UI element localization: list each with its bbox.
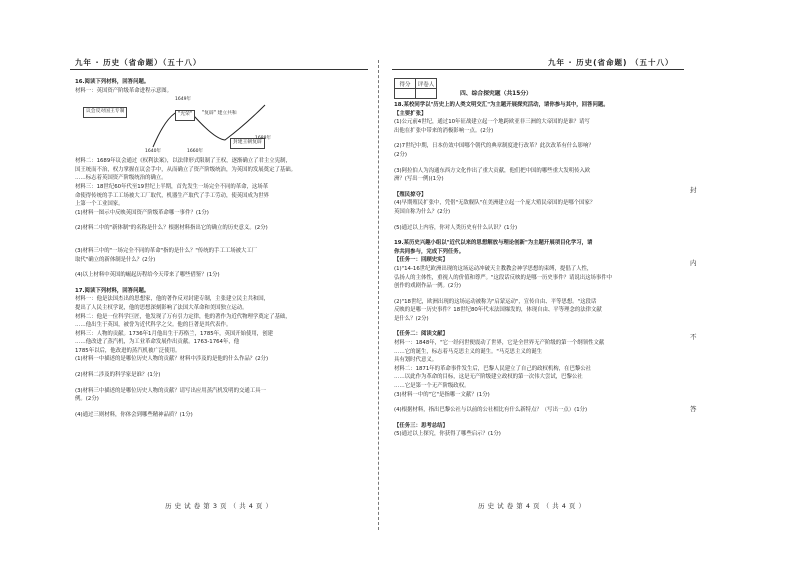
q16-sub-3b: 取代"确立的新体制是什么？(2分) [75, 256, 156, 263]
q17-material-2: 材料二：他是一位科学巨匠，他发现了万有引力定律，他的著作为近代物理学奠定了基础， [75, 313, 291, 320]
q18-sub-5: (5)通过以上内容，你对人类历史有什么认识？(1分) [394, 224, 518, 231]
q19-material-2b: ……以此作为革命的目标，这是无产阶级建立政权的第一次伟大尝试，巴黎公社 [394, 374, 583, 381]
q17-sub-4: (4)通过三则材料，你体会到哪些精神品质？(1分) [75, 411, 193, 418]
revolution-diagram [75, 95, 367, 157]
q17-material-1b: 提出了人民主权学说，他的思想深刻影响了法国大革命和美国独立运动。 [75, 304, 248, 311]
q17-material-2b: ……他出生于英国，被誉为近代科学之父。他的巨著是其代表作。 [75, 322, 232, 329]
q16-material-2: 材料二：1689年议会通过《权利法案》，以法律形式限制了王权，逐渐确立了君主立宪制， [75, 158, 291, 165]
q16-sub-1: (1)材料一图示中反映英国资产阶级革命哪一事件？(1分) [75, 209, 209, 216]
diagram-year-0: 1640年 [145, 149, 161, 155]
q16-material-2c: ……标志着英国资产阶级统治的确立。 [75, 175, 167, 182]
q16-material-3c: 上第一个工业国家。 [75, 201, 124, 208]
q18-sub-1b: 出他在扩张中带来的消极影响一点。(2分) [394, 127, 494, 134]
q17-sub-3b: 例。(2分) [75, 396, 99, 403]
q16-material-3b: 命使得传统的手工工场被大工厂取代，机器生产取代了手工劳动，使英国成为世界 [75, 192, 270, 199]
grader-cell[interactable] [416, 89, 437, 99]
q16-sub-4: (4)以上材料中英国的崛起历程给今天带来了哪些借鉴？(1分) [75, 272, 220, 279]
q19-material-2: 材料二：1871年的革命事件发生后，巴黎人民建立了自己的政权机构，在巴黎公社 [394, 365, 592, 372]
q19-sub-2: (2)"18世纪，欧洲出现的这场运动被称为"启蒙运动"，宣传自由、平等思想。"这段话 [394, 298, 597, 305]
q16-material-3: 材料三：18世纪60年代至19世纪上半期，首先发生一场完全不同的革命，这场革 [75, 183, 269, 190]
diagram-box-2: "光荣" [175, 110, 195, 121]
margin-char-4: 答 [690, 405, 697, 413]
q16-sub-2: (2)材料二中的"新体制"的名称是什么？根据材料指出它的确立的历史意义。(2分) [75, 225, 268, 232]
q19-material-2c: ……它是第一个无产阶级政权。 [394, 383, 470, 390]
q19-sub-1: (1)"14-16世纪欧洲出现的这场运动冲破天主教教会神学思想的束缚，提倡了人性， [394, 265, 593, 272]
q17-material-3: 材料三：人物的贡献。1736年1月他出生于苏格兰，1785年，英国开始使用，创建 [75, 330, 273, 337]
q18-sub-2: (2)7世纪中期，日本仿效中国哪个朝代的典章制度进行改革？此次改革有什么影响？ [394, 143, 594, 150]
left-header-rule [70, 69, 368, 70]
diagram-box-3: "复辟" 建立共和 [200, 110, 239, 119]
q19-stem: 19.某历史兴趣小组以"近代以来的思想解放与理论创新"为主题开展项目化学习，请 [394, 240, 593, 247]
q16-sub-3: (3)材料三中的"一场完全不同的革命"指的是什么？"传统的手工工场被大工厂 [75, 247, 258, 254]
right-page-footer: 历 史 试 卷 第 4 页 （ 共 4 页 ） [478, 502, 586, 510]
q17-material-3c: 1785年以后，他改进的蒸汽机被广泛使用。 [75, 347, 181, 354]
left-page-footer: 历 史 试 卷 第 3 页 （ 共 4 页 ） [165, 502, 273, 510]
q18-stem: 18.某校同学以"历史上的人类文明交汇"为主题开展探究活动，请你参与其中，回答问题。 [394, 102, 609, 108]
q17-sub-2: (2)材料二涉及的科学家是谁？(1分) [75, 372, 161, 379]
q18-sub-4: (4)早期殖民扩张中，凭借"无敌舰队"在美洲建立起一个庞大殖民帝国的是哪个国家？ [394, 200, 596, 207]
margin-char-3: 不 [690, 333, 697, 341]
q18-sub-1: (1)公元前4世纪，通过10年征战建立起一个地跨欧亚非三洲的大帝国的是谁？请写 [394, 119, 590, 126]
q17-stem: 17.阅读下列材料，回答问题。 [75, 287, 150, 294]
q19-material-1c: 具有划时代意义。 [394, 357, 438, 364]
page-divider [378, 60, 379, 530]
q17-sub-3: (3)材料三中描述的是哪位历史人物的贡献？请写出应用蒸汽机发明的交通工具一 [75, 387, 266, 394]
q19-material-1: 材料一：1848年，"它一经问世便震动了世界，它是全世界无产阶级的第一个纲领性文献 [394, 340, 605, 347]
score-table [394, 78, 437, 99]
q19-material-1b: ……它的诞生，标志着马克思主义的诞生。"马克思主义的诞生 [394, 348, 543, 355]
diagram-year-2: 1660年 [187, 149, 203, 155]
q16-material-1: 材料一：英国资产阶级革命进程示意图。 [75, 87, 173, 94]
q19-sub-2b: 反映的是哪一历史事件？18世纪80年代末法国爆发的，体现自由、平等理念的法律文献 [394, 307, 602, 314]
q16-stem: 16.阅读下列材料，回答问题。 [75, 79, 150, 85]
score-cell[interactable] [395, 89, 416, 99]
q19-sub-1b: 弘扬人的主体性，重视人的价值和尊严。"这段话反映的是哪一历史事件？请说出这场事件中 [394, 274, 613, 281]
diagram-box-4: 封建王朝复辟 [230, 138, 265, 149]
q19-task-3: 【任务三：思考总结】 [394, 422, 448, 429]
q19-stem-2: 你共同参与，完成下列任务。 [394, 248, 465, 255]
q18-sub-4b: 英国自称为什么？(2分) [394, 208, 451, 215]
right-header-rule [392, 69, 684, 70]
q18-task-2: 【殖民掠夺】 [394, 191, 427, 198]
q18-sub-3b: 洲？(写出一例)(1分) [394, 176, 444, 183]
right-column [394, 101, 680, 439]
q17-sub-1: (1)材料一中描述的是哪位历史人物的贡献？材料中涉及的是他的什么作品？(2分) [75, 356, 269, 363]
score-header: 得分 [395, 79, 416, 89]
margin-char-1: 封 [690, 186, 697, 194]
q16-material-2b: 国王统而不治，权力掌握在议会手中，从而确立了资产阶级统治，为英国的发展奠定了基础。 [75, 166, 297, 173]
diagram-year-1: 1649年 [175, 97, 191, 103]
q18-task-1: 【主要扩张】 [394, 110, 427, 117]
diagram-year-3: 1688年 [255, 136, 271, 142]
q19-sub-1c: 创作的戏剧作品一例。(2分) [394, 283, 461, 290]
q19-task-2: 【任务二：阅读文献】 [394, 331, 448, 338]
q19-task-1: 【任务一：回顾史实】 [394, 257, 448, 264]
left-page-header: 九年 · 历史（省命题）（五十八） [75, 58, 202, 67]
q17-material-1: 材料一：他是法国杰出的思想家，他的著作反对封建专制，主张建立民主共和国， [75, 296, 270, 303]
grader-header: 评卷人 [416, 79, 437, 89]
right-page-header: 九年 · 历史(省命题) （五十八） [548, 58, 674, 67]
q19-sub-4: (4)根据材料，指出巴黎公社与以前的公社相比有什么新特点？（写出一点）(1分) [394, 407, 588, 414]
diagram-box-1: 议会反对国王专制 [83, 107, 127, 118]
q19-sub-3: (3)材料一中的"它"是指哪一文献？(1分) [394, 391, 490, 398]
q19-sub-5: (5)通过以上探究，你获得了哪些启示？(1分) [394, 431, 501, 438]
left-column [75, 78, 367, 419]
q18-sub-2b: (2分) [394, 151, 408, 158]
margin-char-2: 内 [690, 259, 697, 267]
q17-material-3b: ……他改进了蒸汽机，为工业革命发展作出贡献。1763-1764年，他 [75, 339, 240, 346]
q19-sub-2c: 是什么？(2分) [394, 315, 429, 322]
q18-sub-3: (3)阿拉伯人为沟通东西方文化作出了重大贡献，他们把中国的哪些重大发明传入欧 [394, 167, 591, 174]
section-heading: 四、综合探究题（共15分） [460, 91, 532, 97]
